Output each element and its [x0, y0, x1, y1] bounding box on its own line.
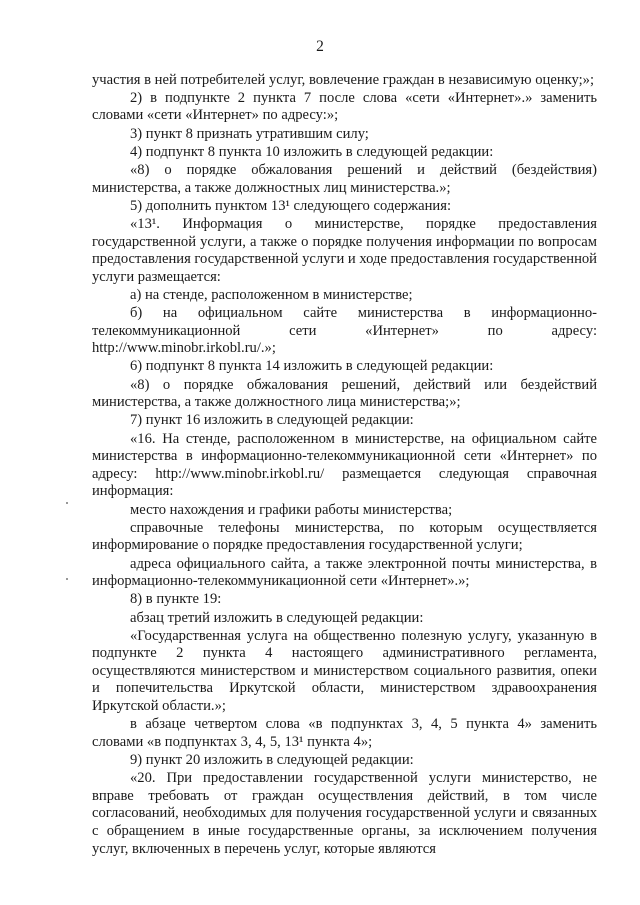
paragraph: адреса официального сайта, а также электронной почты министерства, в информационно-телекоммуникационной сети «Интернет».»; [92, 555, 597, 590]
paragraph: 3) пункт 8 признать утратившим силу; [130, 125, 369, 142]
paragraph: «16. На стенде, расположенном в министерстве, на официальном сайте министерства в информационно-телекоммуникационной сети «Интернет» по адресу: http://www.minobr.irkobl.ru/ размещается следующая справочная информация: [92, 430, 597, 500]
paragraph: «8) о порядке обжалования решений, действий или бездействий министерства, а также должностного лица министерства;»; [92, 376, 597, 411]
paragraph: справочные телефоны министерства, по которым осуществляется информирование о порядке предоставления государственной услуги; [92, 519, 597, 554]
paragraph: «8) о порядке обжалования решений и действий (бездействия) министерства, а также должностных лиц министерства.»; [92, 161, 597, 196]
paragraph: участия в ней потребителей услуг, вовлечение граждан в независимую оценку;»; [92, 71, 595, 88]
paragraph: 9) пункт 20 изложить в следующей редакции: [130, 752, 414, 769]
paragraph: б) на официальном сайте министерства в информационно-телекоммуникационной сети «Интернет» по адресу: http://www.minobr.irkobl.ru/.»; [92, 305, 597, 357]
paragraph: «13¹. Информация о министерстве, порядке предоставления государственной услуги, а также о порядке получения информации по вопросам предоставления государственной услуги и ходе предоставления государственной услуги размещается: [92, 215, 597, 285]
paragraph: 4) подпункт 8 пункта 10 изложить в следующей редакции: [130, 143, 494, 160]
paragraph: 2) в подпункте 2 пункта 7 после слова «сети «Интернет».» заменить словами «сети «Интернет» по адресу:»; [92, 89, 597, 124]
paragraph: а) на стенде, расположенном в министерстве; [130, 286, 413, 303]
paragraph: абзац третий изложить в следующей редакции: [130, 609, 424, 626]
scan-speck [66, 502, 68, 504]
paragraph: в абзаце четвертом слова «в подпунктах 3, 4, 5 пункта 4» заменить словами «в подпунктах 3, 4, 5, 13¹ пункта 4»; [92, 716, 597, 750]
paragraph: «20. При предоставлении государственной услуги министерство, не вправе требовать от граждан осуществления действий, в том числе согласований, необходимых для получения государственной услуги и связанных с обращением в иные государственные органы, за исключением получения услуг, включенных в перечень услуг, которые являются [92, 770, 597, 857]
paragraph: 6) подпункт 8 пункта 14 изложить в следующей редакции: [130, 358, 494, 375]
paragraph: место нахождения и графики работы министерства; [130, 501, 453, 518]
paragraph: 7) пункт 16 изложить в следующей редакции: [130, 412, 414, 429]
page-number: 2 [316, 38, 324, 55]
scan-speck [66, 578, 68, 580]
paragraph: 8) в пункте 19: [130, 591, 222, 608]
paragraph: 5) дополнить пунктом 13¹ следующего содержания: [130, 197, 451, 214]
paragraph: «Государственная услуга на общественно полезную услугу, указанную в подпункте 2 пункта 4 настоящего административного регламента, осуществляются министерством и министерством социального развития, опеки и попечительства Иркутской области, министерством здравоохранения Иркутской области.»; [92, 627, 597, 715]
document-body [92, 71, 597, 858]
